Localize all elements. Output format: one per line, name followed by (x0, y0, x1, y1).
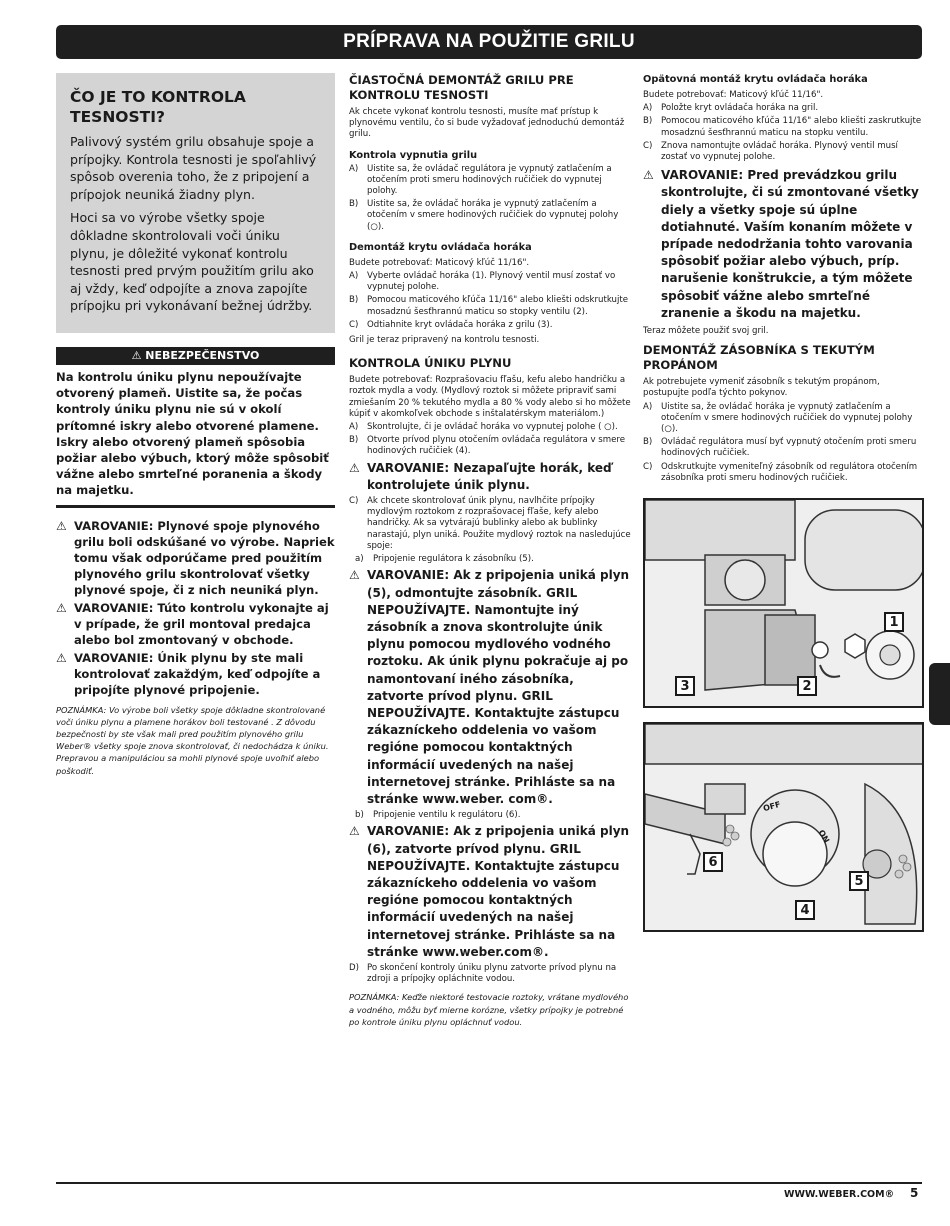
list-item: C) Znova namontujte ovládač horáka. Plynový ventil musí zostať vo vypnutej polohe. (643, 140, 898, 163)
paragraph: Budete potrebovať: Rozprašovaciu fľašu, kefu alebo handričku a roztok mydla a vody. (Mydlový roztok si môžete pripraviť sami zmiešaním 20 % tekutého mydla a 80 % vody alebo si ho môžete kúpiť v akomkoľvek obchode s inštalatérskym materiálom.) (349, 375, 631, 419)
list-item: B) Ovládač regulátora musí byť vypnutý otočením proti smeru hodinových ručičiek. (643, 437, 917, 459)
list-item: A) Vyberte ovládač horáka (1). Plynový ventil musí zostať vo vypnutej polohe. (349, 271, 616, 293)
callout-label: 2 (797, 676, 817, 696)
subheading: Demontáž krytu ovládača horáka (349, 241, 532, 253)
warning-icon: ⚠ (349, 568, 360, 583)
list-item: A) Skontrolujte, či je ovládač horáka vo vypnutej polohe ( ○). (349, 422, 618, 433)
list-item: B) Pomocou maticového kľúča 11/16" alebo kliešti zaskrutkujte mosadznú šesťhrannú maticu na stopku ventilu. (643, 116, 922, 138)
knob-label-off: OFF (762, 799, 782, 814)
column-middle (349, 73, 631, 1028)
section-heading: KONTROLA ÚNIKU PLYNU (349, 356, 512, 371)
list-item: B) Pomocou maticového kľúča 11/16" alebo kliešti odskrutkujte mosadznú šesťhrannú maticu so stopky ventilu (2). (349, 295, 629, 317)
warning: ⚠ VAROVANIE: Pred prevádzkou grilu skontrolujte, či sú zmontované všetky diely a všetky spoje sú úplne dotiahnuté. Vaším konaním môžete v prípade nedodržania tohto varovania spôsobiť požiar alebo výbuch, príp. narušenie konštrukcie, a tým môžete spôsobiť vážne alebo smrteľné zranenie a škodu na majetku. (643, 167, 922, 322)
list-item: a) Pripojenie regulátora k zásobníku (5). (355, 554, 534, 565)
illustration (645, 724, 924, 932)
warning-icon: ⚠ (643, 168, 654, 183)
info-box-paragraph: Palivový systém grilu obsahuje spoje a prípojky. Kontrola tesnosti je spoľahlivý spôsob overenia toho, že z pripojení a prípojok neuniká žiadny plyn. (70, 134, 317, 202)
list-item: A) Uistite sa, že ovládač horáka je vypnutý zatlačením a otočením v smere hodinových ručičiek do vypnutej polohy (○). (643, 401, 913, 435)
list-item: b) Pripojenie ventilu k regulátoru (6). (355, 810, 521, 821)
info-box (56, 73, 335, 333)
callout-label: 4 (795, 900, 815, 920)
subheading: Kontrola vypnutia grilu (349, 149, 478, 161)
paragraph: Gril je teraz pripravený na kontrolu tesnosti. (349, 335, 540, 346)
list-item: C) Odtiahnite kryt ovládača horáka z grilu (3). (349, 319, 553, 330)
warning: ⚠ VAROVANIE: Nezapaľujte horák, keď kontrolujete únik plynu. (349, 460, 631, 494)
list-item: B) Otvorte prívod plynu otočením ovládača regulátora v smere hodinových ručičiek (4). (349, 435, 626, 457)
section-heading: DEMONTÁŽ ZÁSOBNÍKA S TEKUTÝM PROPÁNOM (643, 343, 875, 373)
warning-icon: ⚠ (56, 600, 67, 615)
warning: ⚠ VAROVANIE: Únik plynu by ste mali kontrolovať zakaždým, keď odpojíte a pripojíte plynové pripojenie. (56, 650, 321, 697)
page-header (56, 25, 922, 59)
subheading: Opätovná montáž krytu ovládača horáka (643, 74, 868, 85)
knob-label-on: ON (816, 828, 832, 845)
column-left (56, 73, 335, 777)
list-item: C) Ak chcete skontrolovať únik plynu, navlhčite prípojky mydlovým roztokom z rozprašovacej fľaše, kefy alebo handričky. Ak sa vytvárajú bublinky alebo ak bublinky narastajú, plyn uniká. Použite mydlový roztok na nasledujúce spoje: (349, 496, 631, 551)
figure-regulator (643, 722, 924, 932)
list-item: C) Odskrutkujte vymeniteľný zásobník od regulátora otočením zásobníka proti smeru hodinových ručičiek. (643, 461, 918, 483)
warning-icon: ⚠ (56, 518, 67, 533)
danger-label: ⚠ NEBEZPEČENSTVO (56, 347, 335, 365)
note: POZNÁMKA: Vo výrobe boli všetky spoje dôkladne skontrolované voči úniku plynu a plamene horákov boli testované . Z dôvodu bezpečnosti by ste však mali pred použitím plynového grilu Weber® všetky spoje znova skontrolovať, či nedochádza k úniku. Prepravou a manipuláciou sa mohli plynové spoje uvoľniť alebo poškodiť. (56, 704, 329, 776)
section-heading: ČIASTOČNÁ DEMONTÁŽ GRILU PRE KONTROLU TESNOSTI (349, 73, 574, 102)
callout-label: 6 (703, 852, 723, 872)
page-number: 5 (910, 1186, 919, 1200)
paragraph: Teraz môžete použiť svoj gril. (643, 326, 769, 337)
paragraph: Budete potrebovať: Maticový kľúč 11/16". (643, 90, 824, 100)
footer-rule (56, 1182, 922, 1184)
warning-icon: ⚠ (349, 460, 360, 475)
warning-icon: ⚠ (56, 650, 67, 665)
warning: ⚠ VAROVANIE: Ak z pripojenia uniká plyn (5), odmontujte zásobník. GRIL NEPOUŽÍVAJTE. Namontujte iný zásobník a znova skontrolujte únik plynu pomocou mydlového vodného roztoku. Ak únik plynu pokračuje aj po namontovaní iného zásobníka, zatvorte prívod plynu. GRIL NEPOUŽÍVAJTE. Kontaktujte zástupcu zákazníckeho oddelenia vo vašom regióne pomocou kontaktných informácií uvedených na našej internetovej stránke. Prihláste sa na stránke www.weber. com®. (349, 567, 631, 808)
paragraph: Ak chcete vykonať kontrolu tesnosti, musíte mať prístup k plynovému ventilu, čo si bude vyžadovať jednoduchú demontáž grilu. (349, 107, 625, 140)
paragraph: Ak potrebujete vymeniť zásobník s tekutým propánom, postupujte podľa týchto pokynov. (643, 377, 880, 399)
danger-text: Na kontrolu úniku plynu nepoužívajte otvorený plameň. Uistite sa, že počas kontroly úniku plynu nie sú v okolí prítomné iskry alebo otvorené plamene. Iskry alebo otvorený plameň spôsobia požiar alebo výbuch, ktorý môže spôsobiť vážne alebo smrteľné poranenia a škody na majetku. (56, 369, 335, 508)
callout-label: 3 (675, 676, 695, 696)
list-item: A) Položte kryt ovládača horáka na gril. (643, 103, 819, 114)
section-tab (929, 663, 950, 725)
paragraph: Budete potrebovať: Maticový kľúč 11/16". (349, 257, 530, 268)
list-item: A) Uistite sa, že ovládač regulátora je vypnutý zatlačením a otočením proti smeru hodinových ručičiek do vypnutej polohy. (349, 163, 612, 197)
callout-label: 5 (849, 871, 869, 891)
warning: ⚠ VAROVANIE: Ak z pripojenia uniká plyn (6), zatvorte prívod plynu. GRIL NEPOUŽÍVAJTE. Kontaktujte zástupcu zákazníckeho oddelenia vo vašom regióne pomocou kontaktných informácií uvedených na našej internetovej stránke. Prihláste sa na stránke www.weber.com®. (349, 823, 631, 961)
info-box-title: ČO JE TO KONTROLA TESNOSTI? (70, 88, 246, 126)
footer-website: WWW.WEBER.COM® (784, 1189, 895, 1200)
note: POZNÁMKA: Keďže niektoré testovacie roztoky, vrátane mydlového a vodného, môžu byť mierne korózne, všetky prípojky je potrebné po kontrole úniku plynu opláchnuť vodou. (349, 992, 629, 1027)
info-box-paragraph: Hoci sa vo výrobe všetky spoje dôkladne skontrolovali voči úniku plynu, je dôležité vykonať kontrolu tesnosti pred prvým použitím grilu ako aj vždy, keď odpojíte a znova zapojíte prípojku pri vykonávaní bežnej údržby. (70, 210, 314, 314)
warning: ⚠ VAROVANIE: Túto kontrolu vykonajte aj v prípade, že gril montoval predajca alebo bol zmontovaný v obchode. (56, 600, 329, 647)
list-item: D) Po skončení kontroly úniku plynu zatvorte prívod plynu na zdroji a prípojky opláchnite vodou. (349, 962, 617, 985)
column-right (643, 73, 922, 932)
warning: ⚠ VAROVANIE: Plynové spoje plynového grilu boli odskúšané vo výrobe. Napriek tomu však odporúčame pred použitím plynového grilu skontrolovať všetky plynové spoje, či z nich neuniká plyn. (56, 518, 335, 597)
warning-icon: ⚠ (349, 824, 360, 839)
page-title: PRÍPRAVA NA POUŽITIE GRILU (343, 31, 635, 52)
list-item: B) Uistite sa, že ovládač horáka je vypnutý zatlačením a otočením v smere hodinových ručičiek do vypnutej polohy (○). (349, 199, 619, 232)
figure-control-cover (643, 498, 924, 708)
callout-label: 1 (884, 612, 904, 632)
